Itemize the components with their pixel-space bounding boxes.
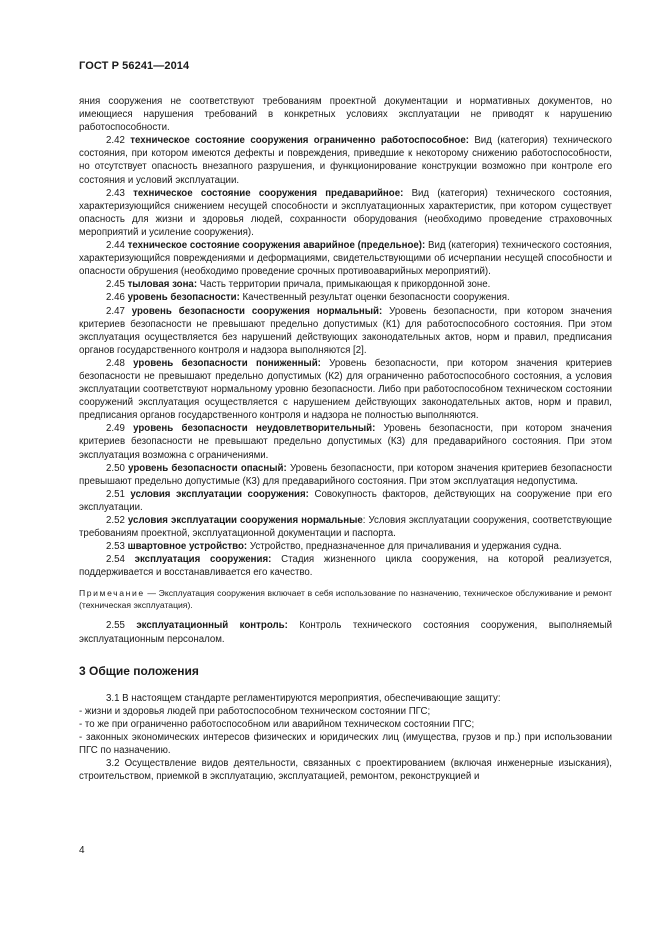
definition-2-50 bbox=[79, 462, 612, 488]
definition-number: 2.55 bbox=[106, 620, 125, 632]
definition-number: 2.42 bbox=[106, 135, 125, 147]
definition-text: : Условия эксплуатации сооружения, соответствующие требованиям проектной, эксплуатационной документации и паспорта. bbox=[79, 515, 612, 540]
paragraph-3-1: 3.1 В настоящем стандарте регламентируются мероприятия, обеспечивающие защиту: bbox=[106, 692, 501, 704]
definition-text: Совокупность факторов, действующих на сооружение при его эксплуатации. bbox=[79, 488, 612, 513]
definition-number: 2.43 bbox=[106, 187, 125, 199]
note-text: — Эксплуатация сооружения включает в себя использование по назначению, техническое обслуживание и ремонт (техническая эксплуатация). bbox=[79, 588, 613, 611]
definition-term: техническое состояние сооружения ограниченно работоспособное: bbox=[130, 135, 469, 147]
definition-text: Уровень безопасности, при котором значения критериев безопасности не превышают предельно допустимых (К2) для ограниченно работоспособного состояния, а условия эксплуатации соответствуют нормальному уровню безопасности. Либо при работоспособном техническом состоянии сооружений эксплуатация осуществляется с нарушением действующих законодательных актов, норм и правил, предписания органов государственного контроля и надзора не полностью выполняются. bbox=[79, 357, 612, 422]
definition-number: 2.47 bbox=[106, 305, 125, 317]
list-item: - то же при ограниченно работоспособном или аварийном техническом состоянии ПГС; bbox=[79, 718, 475, 730]
definition-2-42 bbox=[79, 134, 612, 186]
definition-number: 2.49 bbox=[106, 423, 125, 435]
paragraph-continuation: яния сооружения не соответствуют требованиям проектной документации и нормативных документов, но имеющиеся нарушения требований в конкретных условиях эксплуатации не приводят к нарушению работоспособности. bbox=[79, 96, 612, 134]
definition-text: Качественный результат оценки безопасности сооружения. bbox=[242, 292, 510, 304]
definition-2-43 bbox=[79, 187, 612, 239]
definition-term: уровень безопасности опасный: bbox=[128, 462, 287, 474]
definition-number: 2.45 bbox=[106, 279, 125, 291]
definition-term: условия эксплуатации сооружения: bbox=[130, 488, 309, 500]
definition-term: уровень безопасности сооружения нормальный: bbox=[131, 305, 383, 317]
definition-text: Вид (категория) технического состояния, характеризующийся снижением несущей способности и эксплуатационных характеристик, при котором существует опасность для жизни и здоровья людей, сохранности оборудования (необходимо проведение страховочных мероприятий и усиление сооружения). bbox=[79, 187, 612, 238]
list-item: - законных экономических интересов физических и юридических лиц (имущества, грузов и пр.) при использовании ПГС по назначению. bbox=[79, 732, 612, 757]
note bbox=[79, 587, 612, 611]
definition-text: Контроль технического состояния сооружения, выполняемый эксплуатационным персоналом. bbox=[79, 620, 612, 645]
definition-2-52 bbox=[79, 514, 612, 540]
definition-2-51 bbox=[79, 488, 612, 514]
definition-term: швартовное устройство: bbox=[127, 541, 248, 553]
definition-text: Вид (категория) технического состояния, характеризующийся повреждениями и деформациями, свидетельствующими об исчерпании несущей способности и опасности обрушения (необходимо проведение срочных противоаварийных мероприятий). bbox=[79, 240, 612, 278]
page-number: 4 bbox=[79, 845, 85, 856]
definition-term: тыловая зона: bbox=[127, 279, 198, 291]
definition-2-48 bbox=[79, 357, 612, 422]
definition-2-55 bbox=[79, 619, 612, 645]
definition-term: условия эксплуатации сооружения нормальные bbox=[127, 515, 363, 526]
definition-number: 2.51 bbox=[106, 488, 125, 500]
definition-2-49 bbox=[79, 422, 612, 461]
definition-2-46 bbox=[79, 291, 612, 304]
definition-term: техническое состояние сооружения предаварийное: bbox=[133, 187, 404, 199]
definition-number: 2.52 bbox=[106, 515, 125, 526]
definition-term: эксплуатационный контроль: bbox=[136, 620, 288, 632]
definition-number: 2.46 bbox=[106, 292, 125, 304]
definition-text: Вид (категория) технического состояния, при котором имеются дефекты и повреждения, приведшие к некоторому снижению работоспособности, но отсутствует опасность внезапного разрушения, и функционирование конструкции возможно при контроле его состояния и условий эксплуатации. bbox=[79, 135, 612, 186]
definition-text: Стадия жизненного цикла сооружения, на которой реализуется, поддерживается и восстанавливается его качество. bbox=[79, 554, 612, 579]
definition-text: Уровень безопасности, при котором значения критериев безопасности не превышают предельно допустимых (К3) для предаварийного состояния. При этом эксплуатация возможна с ограничениями. bbox=[79, 423, 612, 461]
definition-2-53 bbox=[79, 540, 612, 553]
definition-2-45 bbox=[79, 278, 612, 291]
definition-2-47 bbox=[79, 305, 612, 357]
definition-term: уровень безопасности пониженный: bbox=[133, 357, 321, 369]
definition-number: 2.44 bbox=[106, 240, 125, 252]
definition-term: уровень безопасности неудовлетворительный: bbox=[133, 423, 376, 435]
note-label: Примечание bbox=[79, 588, 145, 599]
definition-term: уровень безопасности: bbox=[127, 292, 240, 304]
definition-2-54 bbox=[79, 553, 612, 579]
definition-number: 2.50 bbox=[106, 462, 125, 474]
definition-text: Устройство, предназначенное для причаливания и удержания судна. bbox=[249, 541, 562, 553]
document-body bbox=[79, 95, 612, 783]
definition-text: Часть территории причала, примыкающая к прикордонной зоне. bbox=[199, 279, 491, 291]
definition-number: 2.48 bbox=[106, 357, 125, 369]
definition-number: 2.53 bbox=[106, 541, 125, 553]
definition-number: 2.54 bbox=[106, 554, 125, 566]
definition-term: техническое состояние сооружения аварийное (предельное): bbox=[127, 240, 426, 252]
section-heading: 3 Общие положения bbox=[79, 663, 199, 678]
definitions-list bbox=[79, 134, 612, 579]
paragraph-3-2: 3.2 Осуществление видов деятельности, связанных с проектированием (включая инженерные изыскания), строительством, приемкой в эксплуатацию, эксплуатацией, ремонтом, реконструкцией и bbox=[79, 758, 612, 783]
list-item: - жизни и здоровья людей при работоспособном техническом состоянии ПГС; bbox=[79, 705, 431, 717]
definition-term: эксплуатация сооружения: bbox=[134, 554, 272, 566]
document-header: ГОСТ Р 56241—2014 bbox=[79, 60, 190, 72]
definition-text: Уровень безопасности, при котором значения критериев безопасности превышают предельно допустимые (К3) для предаварийного состояния. При этом эксплуатация недопустима. bbox=[79, 462, 612, 487]
definition-text: Уровень безопасности, при котором значения критериев безопасности не превышают предельно допустимых (К1) для работоспособного состояния. При этом эксплуатация осуществляется без нарушений действующих законодательных актов, норм и правил, предписания органов государственного контроля и надзора выполняются [2]. bbox=[79, 305, 612, 356]
definition-2-44 bbox=[79, 239, 612, 278]
